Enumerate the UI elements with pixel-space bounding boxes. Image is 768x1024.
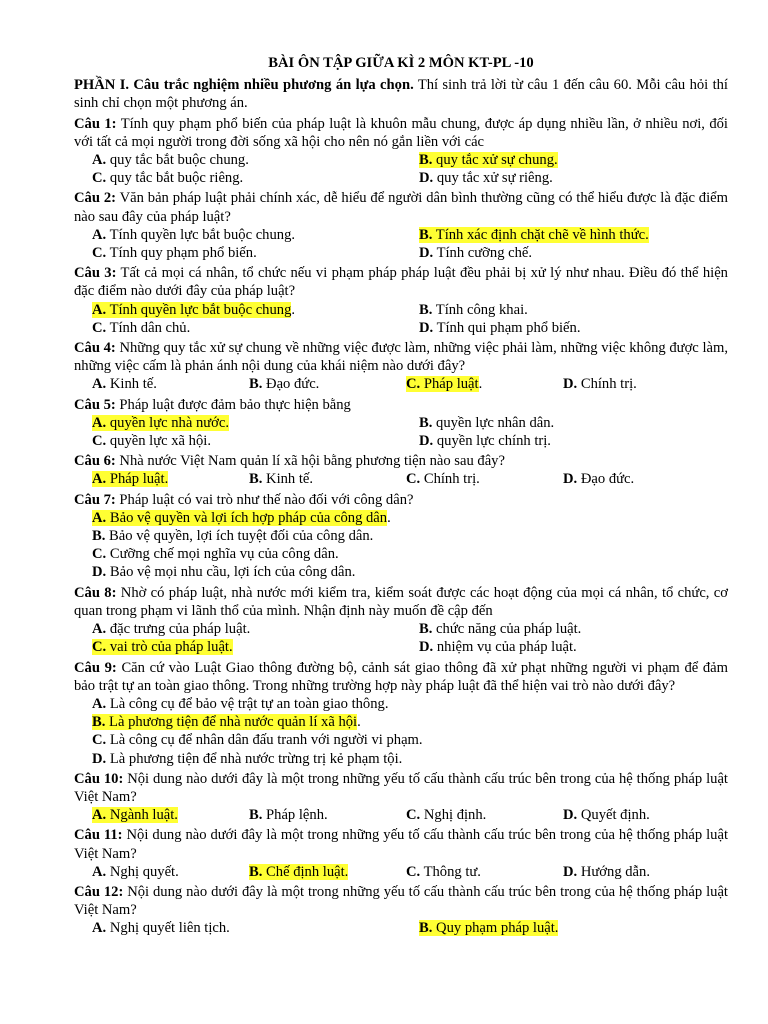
- option-content: [563, 864, 650, 880]
- option-letter: D.: [419, 170, 434, 187]
- answer-option[interactable]: [74, 509, 728, 527]
- answer-option[interactable]: [74, 244, 401, 262]
- option-text: quyền lực nhân dân.: [432, 414, 555, 431]
- answer-option[interactable]: [401, 432, 728, 450]
- option-text: Pháp luật: [420, 376, 479, 393]
- question-label: Câu 12:: [74, 883, 124, 900]
- option-content: [92, 320, 190, 336]
- question-text: [74, 491, 728, 509]
- answer-option[interactable]: [401, 638, 728, 656]
- question-body: Nhờ có pháp luật, nhà nước mới kiểm tra, kiểm soát được các hoạt động của mọi cá nhân, tổ chức, cơ quan trong phạm vi lãnh thổ của mình. Nhận định này muốn đề cập đến: [74, 584, 728, 619]
- answer-option[interactable]: [74, 620, 401, 638]
- answer-option[interactable]: [545, 863, 702, 881]
- option-text: Ngành luật.: [106, 807, 178, 824]
- option-text: nhiệm vụ của pháp luật.: [433, 639, 577, 656]
- answer-option[interactable]: [401, 301, 728, 319]
- option-content: [563, 807, 650, 823]
- option-row: [74, 509, 728, 527]
- option-text: Kinh tế.: [262, 471, 314, 488]
- option-text: Tính cưỡng chế.: [433, 245, 533, 262]
- option-text: quy tắc xử sự riêng.: [433, 170, 553, 187]
- option-letter: C.: [92, 170, 107, 187]
- option-content: [406, 807, 486, 823]
- option-letter: A.: [92, 695, 107, 712]
- option-suffix: .: [291, 301, 296, 318]
- option-row: [74, 375, 728, 393]
- correct-answer-highlight: [92, 639, 233, 655]
- answer-option[interactable]: [74, 151, 401, 169]
- answer-option[interactable]: [74, 319, 401, 337]
- option-content: [92, 546, 339, 562]
- correct-answer-highlight: [92, 807, 178, 823]
- option-text: Kinh tế.: [106, 376, 157, 393]
- question-text: [74, 770, 728, 806]
- option-text: Cưỡng chế mọi nghĩa vụ của công dân.: [106, 546, 339, 563]
- option-letter: D.: [419, 639, 434, 656]
- option-letter: D.: [563, 471, 578, 488]
- option-row: [74, 244, 728, 262]
- answer-option[interactable]: [74, 301, 401, 319]
- answer-option[interactable]: [545, 375, 702, 393]
- option-letter: D.: [563, 807, 578, 824]
- option-letter: C.: [92, 433, 107, 450]
- option-letter: D.: [563, 863, 578, 880]
- option-text: quyền lực xã hội.: [106, 433, 211, 450]
- option-content: [92, 528, 373, 544]
- option-row: [74, 151, 728, 169]
- question-label: Câu 4:: [74, 340, 116, 357]
- option-text: Bảo vệ quyền và lợi ích hợp pháp của công dân: [106, 509, 388, 526]
- option-content: [406, 471, 480, 487]
- correct-answer-highlight: [419, 920, 558, 936]
- answer-option[interactable]: [388, 470, 545, 488]
- question-label: Câu 7:: [74, 491, 116, 508]
- option-content: [249, 807, 328, 823]
- question-2: [74, 189, 728, 262]
- question-text: [74, 396, 728, 414]
- question-3: [74, 264, 728, 337]
- option-letter: A.: [92, 863, 107, 880]
- answer-option[interactable]: [74, 527, 728, 545]
- option-letter: C.: [92, 546, 107, 563]
- option-letter: C.: [406, 807, 421, 824]
- option-text: Tính công khai.: [432, 301, 528, 318]
- option-text: Pháp luật.: [106, 471, 169, 488]
- option-letter: B.: [92, 714, 106, 731]
- option-text: Bảo vệ mọi nhu cầu, lợi ích của công dân.: [106, 564, 356, 581]
- correct-answer-highlight: [92, 510, 387, 526]
- answer-option[interactable]: [74, 169, 401, 187]
- question-body: Nội dung nào dưới đây là một trong những yếu tố cấu thành cấu trúc bên trong của hệ thống pháp luật Việt Nam?: [74, 827, 728, 862]
- option-row: [74, 169, 728, 187]
- option-content: [92, 621, 250, 637]
- option-content: [249, 471, 313, 487]
- option-letter: D.: [419, 433, 434, 450]
- answer-option[interactable]: [388, 806, 545, 824]
- option-row: [74, 695, 728, 713]
- option-content: [92, 433, 211, 449]
- question-body: Nội dung nào dưới đây là một trong những yếu tố cấu thành cấu trúc bên trong của hệ thống pháp luật Việt Nam?: [74, 883, 728, 919]
- correct-answer-highlight: [406, 376, 479, 392]
- question-body: Pháp luật có vai trò như thế nào đối với công dân?: [115, 491, 414, 508]
- answer-option[interactable]: [231, 806, 388, 824]
- option-letter: C.: [92, 732, 107, 749]
- option-text: Tính quyền lực bắt buộc chung.: [106, 226, 296, 243]
- answer-option[interactable]: [401, 414, 728, 432]
- option-text: Đạo đức.: [262, 376, 320, 393]
- answer-option[interactable]: [74, 731, 728, 749]
- answer-option[interactable]: [74, 806, 231, 824]
- option-letter: A.: [92, 471, 107, 488]
- option-letter: B.: [419, 920, 433, 937]
- option-text: quyền lực chính trị.: [433, 433, 551, 450]
- question-body: Văn bản pháp luật phải chính xác, dễ hiểu để người dân bình thường cũng có thể hiểu được là đặc điểm nào sau đây của pháp luật?: [74, 190, 728, 225]
- option-letter: C.: [406, 471, 421, 488]
- answer-option[interactable]: [74, 750, 728, 768]
- option-row: [74, 432, 728, 450]
- option-text: Chính trị.: [577, 376, 637, 393]
- option-row: [74, 527, 728, 545]
- option-suffix: .: [387, 509, 391, 526]
- answer-option[interactable]: [231, 863, 388, 881]
- question-12: [74, 883, 728, 938]
- option-content: [419, 302, 528, 318]
- option-letter: B.: [419, 226, 433, 243]
- question-body: Pháp luật được đảm bảo thực hiện bằng: [115, 396, 351, 413]
- option-letter: C.: [92, 319, 107, 336]
- part-heading: PHẦN I. Câu trắc nghiệm nhiều phương án lựa chọn.: [74, 77, 414, 94]
- answer-option[interactable]: [388, 863, 545, 881]
- question-label: Câu 5:: [74, 396, 116, 413]
- question-text: [74, 883, 728, 919]
- option-content: [92, 376, 157, 392]
- option-text: Là phương tiện để nhà nước quản lí xã hội: [105, 714, 358, 731]
- answer-option[interactable]: [74, 470, 231, 488]
- answer-option[interactable]: [74, 226, 401, 244]
- question-label: Câu 11:: [74, 827, 123, 844]
- option-text: Là công cụ để nhân dân đấu tranh với người vi phạm.: [106, 732, 423, 749]
- option-letter: B.: [249, 807, 263, 824]
- option-letter: B.: [419, 152, 433, 169]
- option-row: [74, 638, 728, 656]
- question-body: Tính quy phạm phổ biến của pháp luật là khuôn mẫu chung, được áp dụng nhiều lần, ở nhiều nơi, đối với tất cả mọi người trong đời sống xã hội cho nên nó gắn liền với các: [74, 115, 728, 150]
- option-content: [92, 245, 257, 261]
- option-content: [92, 751, 402, 767]
- question-label: Câu 3:: [74, 265, 117, 282]
- answer-option[interactable]: [231, 470, 388, 488]
- question-6: [74, 452, 728, 488]
- option-letter: D.: [419, 245, 434, 262]
- option-letter: A.: [92, 920, 107, 937]
- option-text: Tính quy phạm phổ biến.: [106, 245, 257, 262]
- option-content: [406, 864, 481, 880]
- question-text: [74, 264, 728, 300]
- answer-option[interactable]: [74, 545, 728, 563]
- part-instructions: Thí sinh trả lời từ câu 1 đến câu 60. Mỗi câu hỏi thí sinh chỉ chọn một phương án.: [74, 77, 728, 112]
- option-content: [419, 415, 554, 431]
- option-row: [74, 319, 728, 337]
- option-content: [419, 170, 553, 186]
- option-content: [249, 376, 319, 392]
- answer-option[interactable]: [74, 695, 728, 713]
- option-row: [74, 806, 728, 824]
- answer-option[interactable]: [231, 375, 388, 393]
- option-text: Chính trị.: [420, 471, 480, 488]
- option-text: Nghị định.: [420, 807, 487, 824]
- question-body: Căn cứ vào Luật Giao thông đường bộ, cảnh sát giao thông đã xử phạt những người vi phạm để đảm bảo trật tự an toàn giao thông. Trong những trường hợp này pháp luật đã thể hiện vai trò nào dưới đây?: [74, 659, 728, 694]
- question-text: [74, 115, 728, 151]
- question-10: [74, 770, 728, 825]
- option-letter: B.: [249, 376, 263, 393]
- answer-option[interactable]: [74, 414, 401, 432]
- option-letter: C.: [406, 863, 421, 880]
- option-suffix: .: [478, 376, 483, 393]
- question-body: Nội dung nào dưới đây là một trong những yếu tố cấu thành cấu trúc bên trong của hệ thống pháp luật Việt Nam?: [74, 770, 728, 805]
- question-label: Câu 2:: [74, 190, 116, 207]
- option-letter: A.: [92, 152, 107, 169]
- option-row: [74, 620, 728, 638]
- question-text: [74, 826, 728, 862]
- option-letter: D.: [419, 319, 434, 336]
- option-text: chức năng của pháp luật.: [432, 621, 582, 638]
- question-label: Câu 1:: [74, 115, 117, 132]
- question-9: [74, 659, 728, 768]
- option-text: Hướng dẫn.: [577, 863, 650, 880]
- option-letter: D.: [92, 564, 107, 581]
- option-text: Chế định luật.: [262, 863, 349, 880]
- option-content: [92, 227, 295, 243]
- option-text: quy tắc bắt buộc chung.: [106, 152, 249, 169]
- answer-option[interactable]: [401, 319, 728, 337]
- answer-option[interactable]: [74, 863, 231, 881]
- option-content: [92, 864, 179, 880]
- answer-option[interactable]: [401, 244, 728, 262]
- correct-answer-highlight: [92, 714, 357, 730]
- answer-option[interactable]: [401, 620, 728, 638]
- option-text: Tính qui phạm phổ biến.: [433, 319, 581, 336]
- option-letter: A.: [92, 226, 107, 243]
- option-text: Nghị quyết liên tịch.: [106, 920, 230, 937]
- option-text: Tính xác định chặt chẽ về hình thức.: [432, 226, 649, 243]
- question-body: Những quy tắc xử sự chung về những việc được làm, những việc phải làm, những việc không được làm, những việc cấm là phản ánh nội dung của khái niệm nào dưới đây?: [74, 340, 728, 375]
- question-text: [74, 452, 728, 470]
- option-text: Là phương tiện để nhà nước trừng trị kẻ phạm tội.: [106, 750, 403, 767]
- option-letter: A.: [92, 301, 107, 318]
- option-text: Đạo đức.: [577, 471, 635, 488]
- option-letter: A.: [92, 807, 107, 824]
- question-label: Câu 6:: [74, 453, 116, 470]
- answer-option[interactable]: [74, 375, 231, 393]
- option-text: đặc trưng của pháp luật.: [106, 621, 251, 638]
- option-text: Là công cụ để bảo vệ trật tự an toàn giao thông.: [106, 695, 389, 712]
- option-text: quy tắc bắt buộc riêng.: [106, 170, 244, 187]
- question-list: [74, 115, 728, 938]
- option-text: Tính quyền lực bắt buộc chung: [106, 301, 292, 318]
- option-suffix: .: [357, 714, 361, 731]
- option-content: [92, 696, 388, 712]
- option-content: [419, 621, 581, 637]
- question-label: Câu 8:: [74, 584, 117, 601]
- option-content: [563, 376, 637, 392]
- question-11: [74, 826, 728, 881]
- option-row: [74, 563, 728, 581]
- document-title: BÀI ÔN TẬP GIỮA KÌ 2 MÔN KT-PL -10: [268, 55, 534, 71]
- option-text: Quy phạm pháp luật.: [432, 920, 559, 937]
- correct-answer-highlight: [249, 864, 348, 880]
- option-row: [74, 301, 728, 319]
- option-text: Quyết định.: [577, 807, 650, 824]
- answer-option[interactable]: [401, 151, 728, 169]
- option-content: [419, 639, 577, 655]
- option-text: Pháp lệnh.: [262, 807, 328, 824]
- option-row: [74, 919, 728, 937]
- option-letter: B.: [92, 528, 106, 545]
- option-content: [419, 433, 551, 449]
- answer-option[interactable]: [401, 169, 728, 187]
- option-letter: B.: [249, 863, 263, 880]
- option-row: [74, 731, 728, 749]
- correct-answer-highlight: [92, 471, 168, 487]
- answer-option[interactable]: [74, 563, 728, 581]
- option-content: [92, 920, 230, 936]
- option-content: [92, 152, 249, 168]
- answer-option[interactable]: [74, 432, 401, 450]
- option-text: Bảo vệ quyền, lợi ích tuyệt đối của công dân.: [105, 528, 374, 545]
- question-4: [74, 339, 728, 394]
- option-row: [74, 750, 728, 768]
- option-letter: B.: [419, 621, 433, 638]
- option-letter: D.: [563, 376, 578, 393]
- answer-option[interactable]: [401, 226, 728, 244]
- correct-answer-highlight: [419, 227, 649, 243]
- option-text: quy tắc xử sự chung.: [432, 152, 558, 169]
- part-intro: [74, 76, 728, 112]
- answer-option[interactable]: [74, 713, 728, 731]
- option-text: Nghị quyết.: [106, 863, 179, 880]
- correct-answer-highlight: [92, 302, 291, 318]
- question-7: [74, 491, 728, 582]
- answer-option[interactable]: [401, 919, 728, 937]
- question-body: Tất cả mọi cá nhân, tổ chức nếu vi phạm pháp pháp luật đều phải bị xử lý như nhau. Điều đó thể hiện đặc điểm nào dưới đây của pháp luật?: [74, 265, 728, 300]
- question-text: [74, 659, 728, 695]
- option-row: [74, 713, 728, 731]
- option-text: quyền lực nhà nước.: [106, 414, 230, 431]
- option-row: [74, 414, 728, 432]
- option-text: Thông tư.: [420, 863, 481, 880]
- option-letter: C.: [92, 245, 107, 262]
- option-row: [74, 545, 728, 563]
- question-5: [74, 396, 728, 451]
- question-label: Câu 10:: [74, 770, 124, 787]
- option-letter: A.: [92, 509, 107, 526]
- question-label: Câu 9:: [74, 659, 117, 676]
- question-body: Nhà nước Việt Nam quản lí xã hội bằng phương tiện nào sau đây?: [115, 453, 505, 470]
- option-text: Tính dân chủ.: [106, 319, 191, 336]
- option-letter: D.: [92, 750, 107, 767]
- option-letter: A.: [92, 414, 107, 431]
- option-letter: C.: [92, 639, 107, 656]
- question-1: [74, 115, 728, 188]
- option-letter: B.: [419, 414, 433, 431]
- option-letter: B.: [249, 471, 263, 488]
- option-letter: B.: [419, 301, 433, 318]
- option-content: [92, 564, 355, 580]
- correct-answer-highlight: [92, 415, 229, 431]
- answer-option[interactable]: [388, 375, 545, 393]
- option-content: [563, 471, 634, 487]
- question-text: [74, 584, 728, 620]
- option-row: [74, 470, 728, 488]
- question-text: [74, 189, 728, 225]
- option-content: [92, 170, 243, 186]
- option-text: vai trò của pháp luật.: [106, 639, 233, 656]
- option-content: [92, 732, 423, 748]
- option-letter: A.: [92, 621, 107, 638]
- option-row: [74, 863, 728, 881]
- question-8: [74, 584, 728, 657]
- answer-option[interactable]: [74, 919, 401, 937]
- correct-answer-highlight: [419, 152, 558, 168]
- option-row: [74, 226, 728, 244]
- option-letter: A.: [92, 376, 107, 393]
- option-letter: C.: [406, 376, 421, 393]
- answer-option[interactable]: [74, 638, 401, 656]
- option-content: [419, 245, 532, 261]
- question-text: [74, 339, 728, 375]
- option-content: [419, 320, 580, 336]
- answer-option[interactable]: [545, 806, 702, 824]
- answer-option[interactable]: [545, 470, 702, 488]
